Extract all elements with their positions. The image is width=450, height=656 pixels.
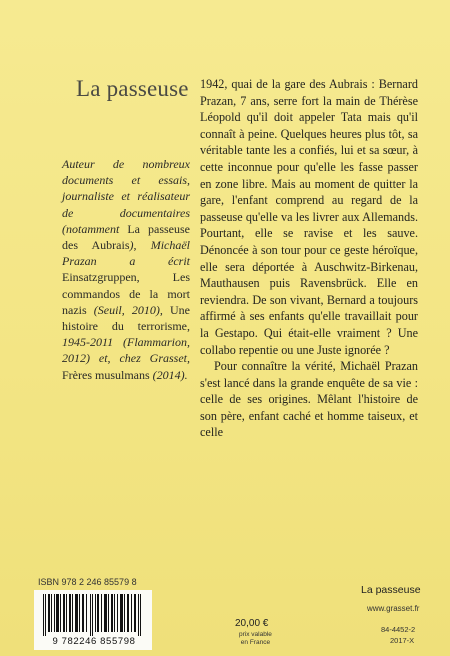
bio-part: 1945-2011 bbox=[62, 335, 114, 350]
bio-part: (Seuil, 2010), bbox=[86, 302, 170, 317]
bio-part: Einsatzgruppen, Les commandos de la mort nazis bbox=[62, 270, 190, 317]
bio-part: (Flammarion, 2012) et, chez Grasset, bbox=[62, 335, 190, 366]
barcode-number: 9 782246 855798 bbox=[52, 636, 136, 647]
bio-part: Auteur de nombreux documents et essais, journaliste et réalisateur de documentaires (notamment bbox=[62, 157, 190, 236]
publisher-code-1: 84-4452-2 bbox=[381, 625, 416, 634]
book-title: La passeuse bbox=[76, 76, 189, 101]
publisher-code-2: 2017-X bbox=[390, 636, 415, 645]
price: 20,00 € bbox=[235, 618, 269, 629]
isbn-label: ISBN 978 2 246 85579 8 bbox=[38, 577, 137, 587]
barcode-block bbox=[34, 590, 152, 650]
publisher-book-title: La passeuse bbox=[361, 584, 421, 596]
bio-part: La passeuse des Aubrais bbox=[62, 221, 190, 253]
bio-part: (2014). bbox=[149, 367, 188, 382]
bio-part: Frères musulmans bbox=[62, 367, 150, 382]
author-bio bbox=[62, 156, 190, 383]
bio-part: Une histoire du terrorisme, bbox=[62, 302, 190, 334]
bio-part: ), Michaël Prazan a écrit bbox=[62, 238, 191, 269]
blurb-text bbox=[200, 76, 418, 441]
price-note-line-1: prix valable bbox=[239, 631, 272, 638]
price-note bbox=[239, 631, 272, 647]
blurb-paragraph-1: 1942, quai de la gare des Aubrais : Bernard Prazan, 7 ans, serre fort la main de Thérèse Léopold qu'il doit appeler Tata mais qu'il connaît à peine. Quelques heures plus tôt, sa véritable tante les a confiés, lui et sa sœur, à cette inconnue pour qu'elle les fasse passer en zone libre. Mais au moment de quitter la gare, l'enfant comprend au regard de la passeuse qu'elle va les livrer aux Allemands. Pourtant, elle se ravise et les sauve. Dénoncée à son tour pour ce geste héroïque, elle sera déportée à Auschwitz-Birkenau, Mauthausen puis Ravensbrück. Elle en reviendra. De son vivant, Bernard a toujours affirmé à ses enfants qu'elle travaillait pour la Gestapo. Qui était-elle vraiment ? Une collabo repentie ou une Juste ignorée ? bbox=[200, 77, 418, 357]
blurb-paragraph-2: Pour connaître la vérité, Michaël Prazan s'est lancé dans la grande enquête de sa vie : celle de ses origines. Mêlant l'histoire de son père, enfant caché et homme taiseux, et celle bbox=[200, 359, 418, 440]
barcode-graphic bbox=[42, 594, 144, 636]
publisher-url: www.grasset.fr bbox=[367, 604, 420, 613]
price-note-line-2: en France bbox=[240, 639, 271, 646]
